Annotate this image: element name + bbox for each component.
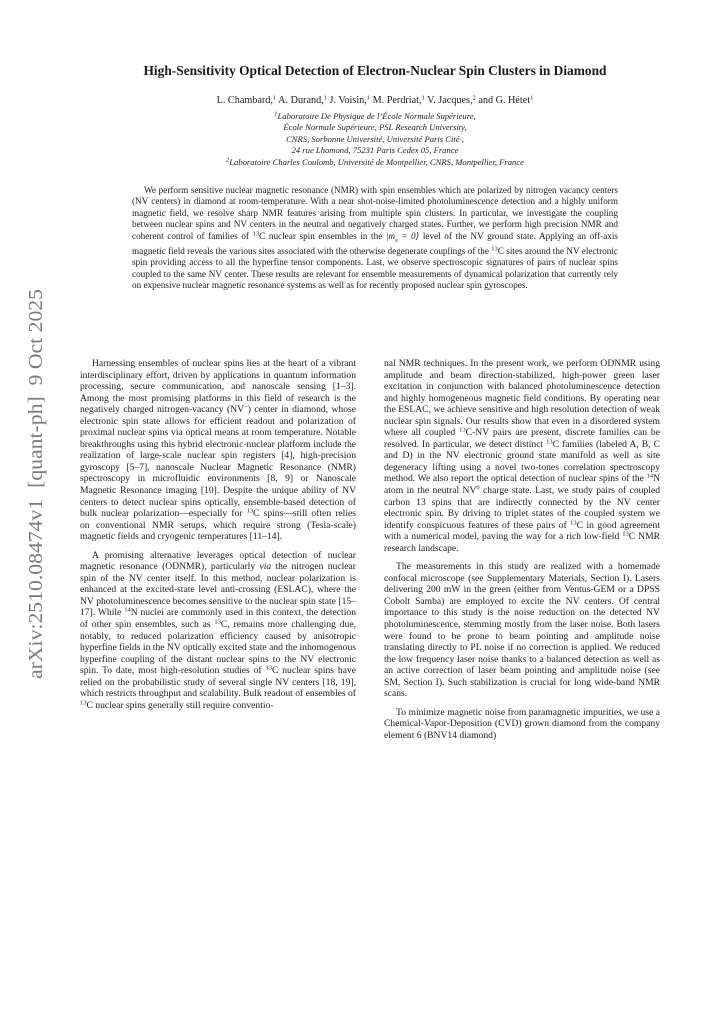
author: V. Jacques,$^2$: [427, 94, 476, 106]
affiliation-line: 24 rue Lhomond, 75231 Paris Cedex 05, France: [291, 145, 459, 156]
body-column-left: [80, 358, 356, 718]
body-column-right: [384, 358, 660, 749]
paragraph: Harnessing ensembles of nuclear spins lies at the heart of a vibrant interdisciplinary effort, driven by applications in quantum information processing, secure communication, and nanoscale sensing [1–3]. Among the most promising platforms in this field of research is the negatively charged nitrogen-vacancy (NV−) center in diamond, whose electronic spin state allows for efficient readout and polarization of proximal nuclear spins via optical means at room temperature. Notable breakthroughs using this hybrid electronic-nuclear platform include the realization of large-scale nuclear spin registers [4], high-precision gyroscopy [5–7], nanoscale Nuclear Magnetic Resonance (NMR) spectroscopy in microfluidic environments [8, 9] or Nanoscale Magnetic Resonance imaging [10]. Despite the unique ability of NV centers to detect nuclear spins optically, ensemble-based detection of bulk nuclear polarization—especially for $^{13}$C spins—still often relies on conventional NMR setups, which require strong (Tesla-scale) magnetic fields and cryogenic temperatures [11–14].: [80, 358, 357, 543]
abstract: We perform sensitive nuclear magnetic resonance (NMR) with spin ensembles which are polarized by nitrogen vacancy centers (NV centers) in diamond at room-temperature. With a near shot-noise-limited photoluminescence detection and a highly uniform magnetic field, we resolve sharp NMR features arising from multiple spin clusters. In particular, we investigate the coupling between nuclear spins and NV centers in the neutral and negatively charged states. Further, we perform high precision NMR and coherent control of families of $^{13}$C nuclear spin ensembles in the $|m_s$ = 0⟩ level of the NV ground state. Applying an off-axis magnetic field reveals the various sites associated with the otherwise degenerate couplings of the $^{13}$C sites around the NV electronic spin providing access to all the hyperfine tensor components. Last, we observe spectroscopic signatures of pairs of nuclear spins coupled to the same NV center. These results are relevant for ensemble measurements of dynamical polarization that currently rely on expensive nuclear magnetic resonance systems as well as for recently proposed nuclear spin gyroscopes.: [132, 185, 618, 291]
paragraph: To minimize magnetic noise from paramagnetic impurities, we use a Chemical-Vapor-Deposition (CVD) grown diamond from the company element 6 (BNV14 diamond): [384, 706, 660, 741]
author: M. Perdriat,$^1$: [372, 94, 425, 106]
author: J. Voisin,$^1$: [329, 94, 371, 106]
affiliation-line: École Normale Supérieure, PSL Research University,: [283, 122, 467, 133]
affiliations: [70, 111, 680, 168]
paper-title: High-Sensitivity Optical Detection of Electron-Nuclear Spin Clusters in Diamond: [143, 63, 607, 78]
paragraph: nal NMR techniques. In the present work, we perform ODNMR using amplitude and beam direction-stabilized, high-power green laser excitation in conjunction with balanced photoluminescence detection and highly homogeneous magnetic field conditions. By operating near the ESLAC, we achieve sensitive and high resolution detection of weak nuclear spin signals. Our results show that even in a disordered system where all coupled $^{13}$C-NV pairs are present, discrete families can be resolved. In particular, we detect distinct $^{13}$C families (labeled A, B, C and D) in the NV electronic ground state manifold as well as site degeneracy lifting using a novel two-tones correlation spectroscopy method. We also report the optical detection of nuclear spins of the $^{14}$N atom in the neutral $NV^0$ charge state. Last, we study pairs of coupled carbon 13 spins that are indirectly connected by the NV center electronic spin. By driving to triplet states of the coupled system we identify conspicuous features of these pairs of $^{13}$C in good agreement with a numerical model, paving the way for a rich low-field $^{13}$C NMR research landscape.: [384, 358, 660, 554]
affiliation-line: $^2$Laboratoire Charles Coulomb, Université de Montpellier, CNRS, Montpellier, France: [226, 156, 524, 167]
affiliation-line: CNRS, Sorbonne Université, Université Paris Cité ,: [286, 133, 464, 144]
paragraph: A promising alternative leverages optical detection of nuclear magnetic resonance (ODNMR), particularly via the nitrogen nuclear spin of the NV center itself. In this method, nuclear polarization is enhanced at the excited-state level anti-crossing (ESLAC), where the NV photoluminescence becomes sensitive to the nuclear spin state [15–17]. While $^{14}$N nuclei are commonly used in this context, the detection of other spin ensembles, such as $^{13}$C, remains more challenging due, notably, to reduced polarization efficiency caused by anisotropic hyperfine fields in the NV optically excited state and the inhomogenous hyperfine coupling of the distant nuclear spins to the NV electronic spin. To date, most high-resolution studies of $^{13}$C nuclear spins have relied on the probabilistic study of several single NV centers [18, 19], which restricts throughput and scalability. Bulk readout of ensembles of $^{13}$C nuclear spins generally still require conventio-: [80, 549, 356, 711]
author-list: [70, 94, 680, 107]
paragraph: The measurements in this study are realized with a homemade confocal microscope (see Supplementary Materials, Section I). Lasers delivering 200 mW in the green (either from Ventus-GEM or a DPSS Cobolt Samba) are employed to excite the NV centers. Of central importance to this study is the noise reduction on the detected NV photoluminescence, stemming mostly from the laser noise. Both lasers were found to be prone to beam pointing and amplitude noise translating directly to PL noise if no correction is applied. We reduced the low frequency laser noise thanks to a balanced detection as well as an active correction of laser beam pointing and amplitude noise (see SM, Section I). Such stabilization is crucial for long wide-band NMR scans.: [384, 561, 660, 700]
author: A. Durand,$^1$: [278, 94, 327, 106]
affiliation-line: $^1$Laboratoire De Physique de l’École Normale Supérieure,: [274, 110, 476, 121]
author: and G. Hétet$^1$: [478, 94, 534, 106]
author: L. Chambard,$^1$: [216, 94, 277, 106]
arxiv-identifier: [14, 287, 54, 687]
arxiv-id-text: arXiv:2510.08474v1 [quant-ph] 9 Oct 2025: [25, 310, 47, 679]
